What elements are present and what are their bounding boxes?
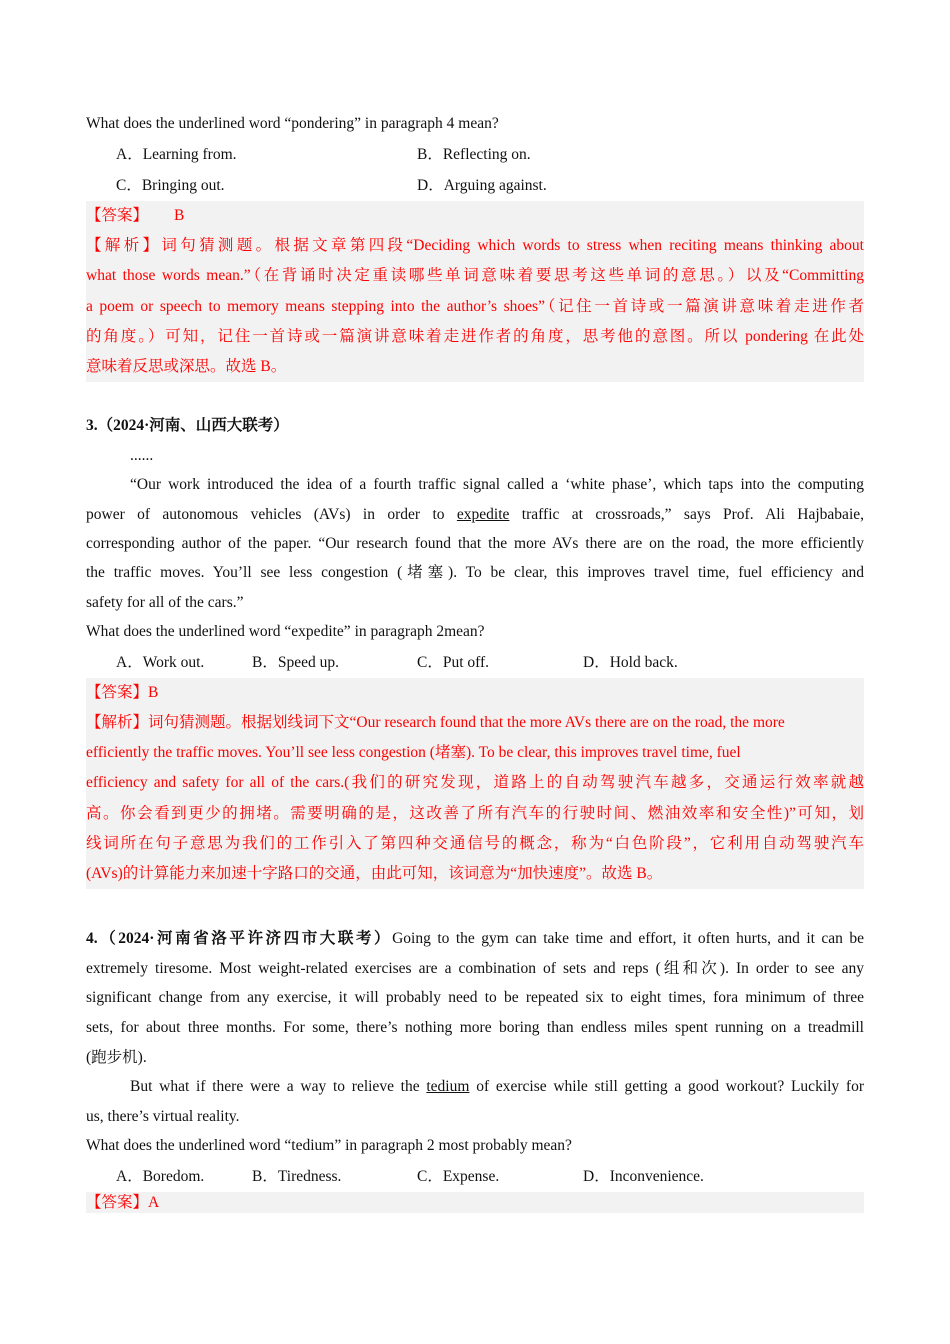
q4-para2-line-2: us, there’s virtual reality.: [86, 1107, 240, 1125]
q3-para-line-1: “Our work introduced the idea of a fourth traffic signal called a ‘white phase’, which taps into the computing: [130, 476, 864, 494]
q4-passage: [86, 924, 864, 1131]
page: [86, 108, 864, 1213]
q2-answer-box: [86, 201, 864, 382]
q2-option-d[interactable]: D．Arguing against.: [417, 177, 547, 194]
q2-analysis-line-5: 意味着反思或深思。故选 B。: [86, 358, 287, 376]
q3-answer: [86, 678, 864, 708]
q4-para2-line-1: But what if there were a way to relieve the tedium of exercise while still getting a good workout? Luckily for: [130, 1078, 864, 1096]
q2-options-row2: [86, 170, 864, 201]
q3-para-line-5: safety for all of the cars.”: [86, 593, 244, 611]
q4-heading: 4.（2024·河南省洛平许济四市大联考）: [86, 930, 393, 948]
q3-analysis-line-5: 线词所在句子意思为我们的工作引入了第四种交通信号的概念，称为“白色阶段”，它利用自动驾驶汽车: [86, 834, 864, 852]
q3-para-line-4: the traffic moves. You’ll see less congestion (堵塞). To be clear, this improves travel time, fuel efficiency and: [86, 564, 864, 582]
q3-option-a[interactable]: A．Work out.: [116, 653, 205, 671]
q3-answer-label: 【答案】: [86, 683, 149, 701]
q3-heading: 3.（2024·河南、山西大联考）: [86, 417, 289, 435]
q3-analysis-line-4: 高。你会看到更少的拥堵。需要明确的是，这改善了所有汽车的行驶时间、燃油效率和安全性)”可知，划: [86, 804, 864, 822]
q4-answer-label: 【答案】: [86, 1193, 149, 1211]
q4-para1-line-4: sets, for about three months. For some, there’s nothing more boring than endless miles spent running on a treadmill: [86, 1018, 864, 1036]
q3-answer-box: [86, 678, 864, 889]
q4-options: [86, 1161, 864, 1192]
q3-stem: What does the underlined word “expedite” in paragraph 2mean?: [86, 623, 485, 641]
q3-analysis-label: 【解析】: [86, 713, 149, 731]
underlined-word-expedite: expedite: [456, 505, 510, 523]
q4-option-d[interactable]: D．Inconvenience.: [583, 1167, 704, 1185]
q4-answer: [86, 1192, 864, 1213]
q2-analysis-line-1: 【解析】词句猜测题。根据文章第四段“Deciding which words to stress when reciting means thinking about: [86, 237, 864, 255]
q2-answer-value: B: [174, 207, 185, 224]
q2-analysis-line-2: what those words mean.”（在背诵时决定重读哪些单词意味着要思考这些单词的意思。）以及“Committing: [86, 267, 864, 285]
q3-analysis-line-3: efficiency and safety for all of the cars.(我们的研究发现，道路上的自动驾驶汽车越多，交通运行效率就越: [86, 774, 864, 792]
q3-analysis-line-2: efficiently the traffic moves. You’ll see less congestion (堵塞). To be clear, this improves travel time, fuel: [86, 744, 741, 762]
q2-stem: What does the underlined word “pondering” in paragraph 4 mean?: [86, 115, 499, 132]
q4-para1-line-2: extremely tiresome. Most weight-related exercises are a combination of sets and reps (组和次). In order to see any: [86, 959, 864, 977]
q3-analysis-line-1: 【解析】词句猜测题。根据划线词下文“Our research found that the more AVs there are on the road, the more: [86, 713, 785, 731]
q3-para-line-2: power of autonomous vehicles (AVs) in order to expedite traffic at crossroads,” says Prof. Ali Hajbabaie,: [86, 505, 864, 523]
q3-option-b[interactable]: B．Speed up.: [252, 653, 339, 671]
q3-passage: [86, 470, 864, 617]
q3-para-line-3: corresponding author of the paper. “Our research found that the more AVs there are on the road, the more efficiently: [86, 535, 864, 553]
q2-option-c[interactable]: C．Bringing out.: [116, 177, 225, 194]
q4-para1-line-1: 4.（2024·河南省洛平许济四市大联考）Going to the gym can take time and effort, it often hurts, and it can be: [86, 930, 864, 948]
underlined-word-tedium: tedium: [426, 1078, 470, 1096]
q4-answer-value: A: [148, 1193, 160, 1211]
q4-para1-line-5: (跑步机).: [86, 1048, 147, 1066]
q2-options: [86, 139, 864, 170]
q4-stem: What does the underlined word “tedium” in paragraph 2 most probably mean?: [86, 1137, 572, 1155]
q3-answer-value: B: [148, 683, 159, 701]
q2-answer-label: 【答案】: [86, 207, 149, 224]
q2-option-b[interactable]: B．Reflecting on.: [417, 146, 531, 163]
q2-analysis-line-3: a poem or speech to memory means stepping into the author’s shoes”（记住一首诗或一篇演讲意味着走进作者: [86, 297, 864, 315]
q3-ellipsis: ......: [130, 447, 154, 465]
q3-option-c[interactable]: C．Put off.: [417, 653, 490, 671]
q2-option-a[interactable]: A．Learning from.: [116, 146, 237, 163]
q3-option-d[interactable]: D．Hold back.: [583, 653, 678, 671]
q4-option-a[interactable]: A．Boredom.: [116, 1167, 205, 1185]
q2-analysis-line-4: 的角度。）可知，记住一首诗或一篇演讲意味着走进作者的角度，思考他的意图。所以 pondering 在此处: [86, 327, 864, 345]
q3-options: [86, 647, 864, 678]
q4-para1-line-3: significant change from any exercise, it will probably need to be repeated six to eight times, fora minimum of three: [86, 989, 864, 1007]
q4-option-b[interactable]: B．Tiredness.: [252, 1167, 342, 1185]
q3-analysis-line-6: (AVs)的计算能力来加速十字路口的交通，由此可知，该词意为“加快速度”。故选 B。: [86, 864, 663, 882]
q2-answer: [86, 201, 864, 231]
q2-analysis-label: 【解析】: [86, 237, 162, 255]
q4-answer-box: [86, 1192, 864, 1213]
q4-option-c[interactable]: C．Expense.: [417, 1167, 500, 1185]
